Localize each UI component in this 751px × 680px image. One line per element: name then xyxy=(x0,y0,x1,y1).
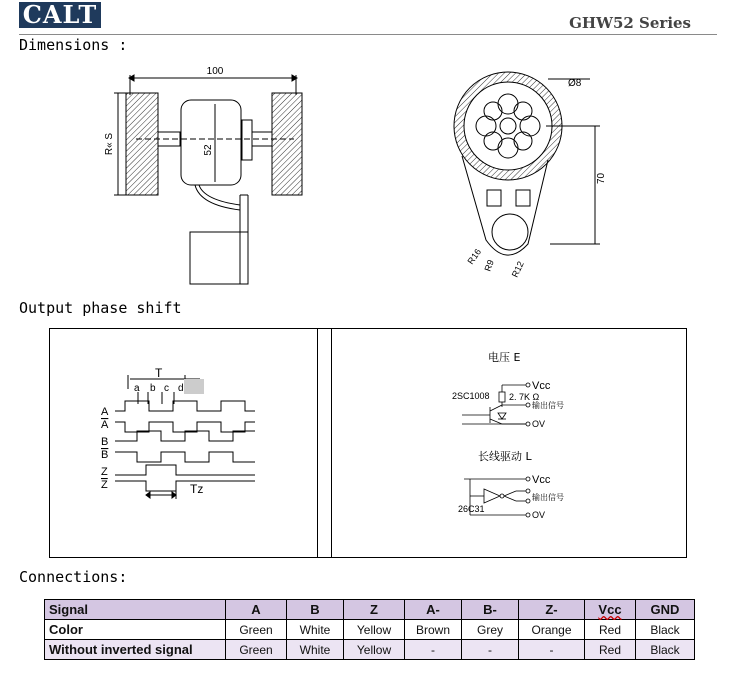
table-cell: Without inverted signal xyxy=(45,640,226,660)
circuit-e-output: 输出信号 xyxy=(532,401,564,410)
circuit-l-vcc: Vcc xyxy=(532,474,551,486)
dim-arm-label: 70 xyxy=(596,172,607,184)
dim-width-label: 100 xyxy=(206,66,224,77)
brand-logo: CALT xyxy=(19,2,101,28)
dim-side-label: R« S xyxy=(104,132,115,156)
phase-c-label: c xyxy=(164,383,169,394)
dimensions-heading: Dimensions : xyxy=(19,36,128,54)
circuit-e-resistor: 2. 7K Ω xyxy=(509,392,540,402)
circuit-l-ov: OV xyxy=(532,510,546,520)
series-title: GHW52 Series xyxy=(569,14,691,32)
table-header-cell: B xyxy=(287,600,344,620)
signal-B-label: B xyxy=(101,436,109,448)
phase-box xyxy=(49,328,687,558)
table-cell: Black xyxy=(636,620,695,640)
table-cell: Red xyxy=(585,620,636,640)
circuit-l-title: 长线驱动 L xyxy=(478,450,532,463)
table-header-cell: Z- xyxy=(519,600,585,620)
side-view xyxy=(114,75,302,284)
phase-Tz-label: Tz xyxy=(190,482,204,496)
table-cell: Grey xyxy=(462,620,519,640)
signal-A-bar-label: A xyxy=(101,419,109,431)
dimension-drawing xyxy=(0,50,751,290)
table-row xyxy=(45,640,695,660)
table-header-cell: Z xyxy=(344,600,405,620)
connections-table xyxy=(44,599,695,660)
table-cell: Green xyxy=(226,640,287,660)
connections-heading: Connections: xyxy=(19,568,128,586)
table-cell: Black xyxy=(636,640,695,660)
signal-Z-bar-label: Z xyxy=(101,479,108,491)
front-view xyxy=(454,72,600,255)
table-cell: White xyxy=(287,640,344,660)
table-cell: Yellow xyxy=(344,640,405,660)
dim-height-label: 52 xyxy=(203,144,214,156)
dim-r9-label: R9 xyxy=(482,258,496,273)
header-rule xyxy=(19,34,717,35)
table-header-cell: Vcc xyxy=(585,600,636,620)
phase-b-label: b xyxy=(150,383,156,394)
signal-B-bar-label: B xyxy=(101,449,109,461)
table-cell: Green xyxy=(226,620,287,640)
table-cell: Red xyxy=(585,640,636,660)
table-header-cell: B- xyxy=(462,600,519,620)
phase-d-label: d xyxy=(178,383,184,394)
signal-Z-label: Z xyxy=(101,466,108,478)
phase-diagram xyxy=(50,329,688,559)
phase-heading: Output phase shift xyxy=(19,299,182,317)
table-header-row xyxy=(45,600,695,620)
circuit-e-vcc: Vcc xyxy=(532,380,551,392)
table-cell: Orange xyxy=(519,620,585,640)
signal-A-label: A xyxy=(101,406,109,418)
table-cell: - xyxy=(405,640,462,660)
circuit-e-transistor: 2SC1008 xyxy=(452,391,490,401)
table-header-cell: A xyxy=(226,600,287,620)
table-header-cell: GND xyxy=(636,600,695,620)
table-cell: - xyxy=(462,640,519,660)
circuit-e-ov: OV xyxy=(532,419,546,429)
circuit-l-chip: 26C31 xyxy=(458,504,485,514)
dim-dia-label: Ø8 xyxy=(568,78,582,89)
table-row xyxy=(45,620,695,640)
circuit-e-title: 电压 E xyxy=(488,351,521,364)
table-header-cell: Signal xyxy=(45,600,226,620)
table-cell: - xyxy=(519,640,585,660)
table-header-cell: A- xyxy=(405,600,462,620)
phase-a-label: a xyxy=(134,383,140,394)
table-cell: Color xyxy=(45,620,226,640)
dim-r12-label: R12 xyxy=(509,259,526,279)
table-cell: White xyxy=(287,620,344,640)
table-cell: Brown xyxy=(405,620,462,640)
table-cell: Yellow xyxy=(344,620,405,640)
dim-r16-label: R16 xyxy=(465,246,484,267)
circuit-l-output: 输出信号 xyxy=(532,493,564,502)
phase-T-label: T xyxy=(155,366,163,380)
